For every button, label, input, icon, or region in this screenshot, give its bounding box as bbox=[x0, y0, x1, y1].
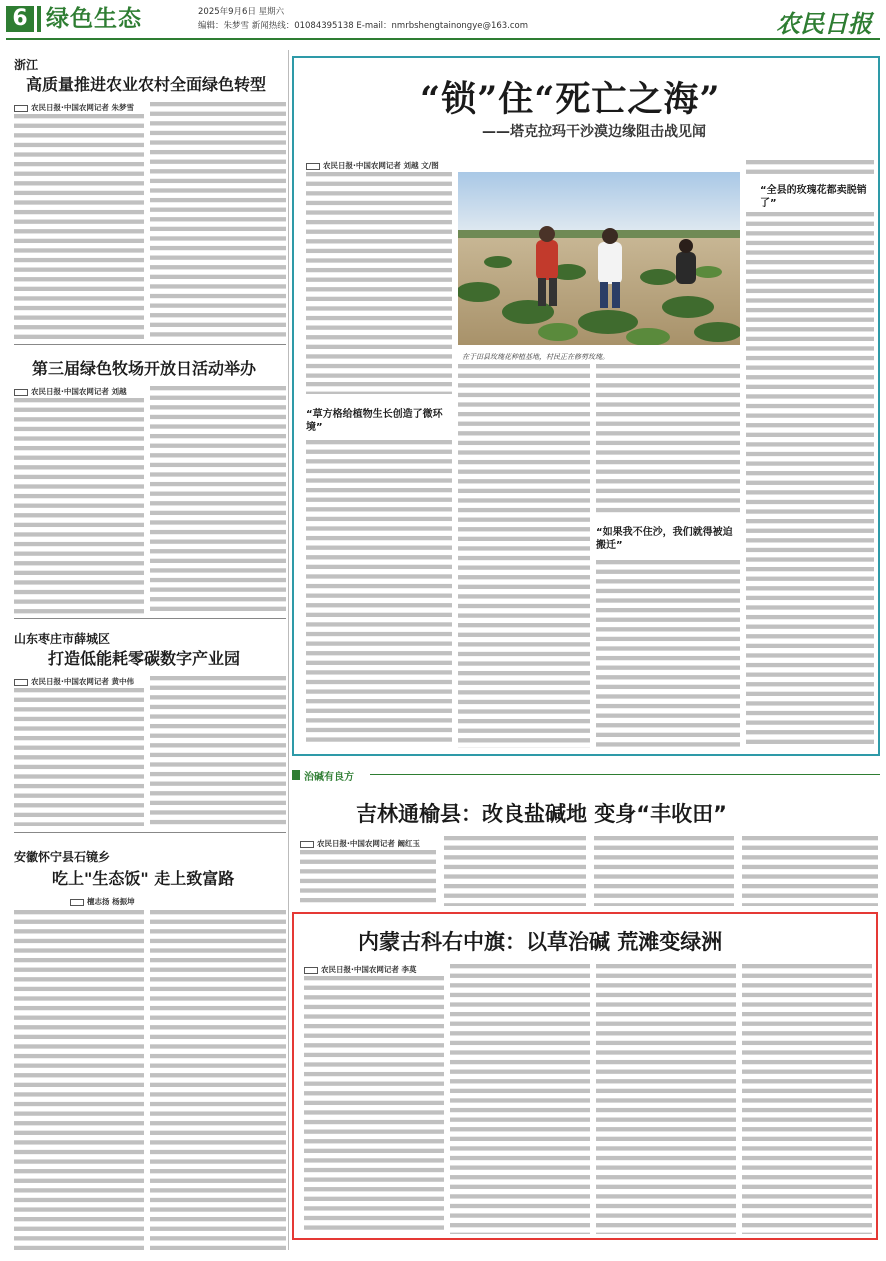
article4-region: 安徽怀宁县石镜乡 bbox=[14, 850, 111, 864]
neimenggu-col1 bbox=[304, 976, 444, 1234]
jilin-byline: 农民日报·中国农网记者 阚红玉 bbox=[300, 838, 420, 849]
article4-byline: 檀志扬 杨振坤 bbox=[70, 896, 135, 907]
article4-col1 bbox=[14, 910, 144, 1250]
jilin-col1 bbox=[300, 850, 436, 906]
feature-col2 bbox=[458, 364, 590, 748]
article1-region: 浙江 bbox=[14, 58, 39, 72]
article4-title: 吃上"生态饭" 走上致富路 bbox=[52, 869, 235, 888]
article3-region: 山东枣庄市薛城区 bbox=[14, 632, 111, 646]
page-number-bar bbox=[37, 6, 41, 32]
section-title: 绿色生态 bbox=[46, 6, 142, 32]
article2-title: 第三届绿色牧场开放日活动举办 bbox=[32, 359, 257, 378]
article3-col2 bbox=[150, 676, 286, 826]
neimenggu-title: 内蒙古科右中旗：以草治碱 荒滩变绿洲 bbox=[358, 930, 723, 954]
article1-col2 bbox=[150, 102, 286, 340]
feature-col3-top bbox=[596, 364, 740, 514]
separator bbox=[14, 344, 286, 345]
jilin-title: 吉林通榆县：改良盐碱地 变身“丰收田” bbox=[356, 802, 727, 826]
feature-title: “锁”住“死亡之海” bbox=[420, 79, 721, 120]
feature-col4-top bbox=[746, 160, 874, 178]
feature-subhead-2: “如果我不住沙，我们就得被迫搬迁” bbox=[596, 527, 733, 551]
feature-subtitle: ——塔克拉玛干沙漠边缘阻击战见闻 bbox=[482, 124, 706, 140]
neimenggu-col2 bbox=[450, 964, 590, 1234]
column-divider bbox=[288, 50, 289, 1250]
feature-subhead-1: “草方格给植物生长创造了微环境” bbox=[306, 409, 443, 433]
page-number: 6 bbox=[6, 6, 34, 32]
feature-byline: 农民日报·中国农网记者 刘越 文/图 bbox=[306, 160, 439, 171]
neimenggu-byline: 农民日报·中国农网记者 李莫 bbox=[304, 964, 416, 975]
editor-line: 编辑：朱梦雪 新闻热线：01084395138 E-mail：nmrbshengtainongye@163.com bbox=[198, 21, 529, 31]
separator bbox=[14, 832, 286, 833]
feature-col4-bottom bbox=[746, 212, 874, 748]
neimenggu-col4 bbox=[742, 964, 872, 1234]
top-rule bbox=[6, 38, 880, 40]
rose-field-photo bbox=[458, 172, 740, 345]
feature-photo bbox=[458, 172, 740, 345]
article2-col2 bbox=[150, 386, 286, 614]
article4-col2 bbox=[150, 910, 286, 1250]
article1-title: 高质量推进农业农村全面绿色转型 bbox=[26, 75, 267, 94]
paper-name-logo: 农民日报 bbox=[776, 9, 872, 38]
tag-marker bbox=[292, 770, 300, 780]
feature-col1-text-a bbox=[306, 382, 452, 394]
photo-caption: 在于田县玫瑰花种植基地，村民正在修剪玫瑰。 bbox=[462, 353, 609, 361]
article3-col1 bbox=[14, 688, 144, 826]
feature-col1-top bbox=[306, 172, 452, 378]
jilin-col4 bbox=[742, 836, 878, 906]
neimenggu-col3 bbox=[596, 964, 736, 1234]
article2-byline: 农民日报·中国农网记者 刘越 bbox=[14, 386, 126, 397]
jilin-col3 bbox=[594, 836, 734, 906]
date-line: 2025年9月6日 星期六 bbox=[198, 7, 285, 17]
article1-col1 bbox=[14, 114, 144, 340]
article3-byline: 农民日报·中国农网记者 黄中伟 bbox=[14, 676, 134, 687]
feature-col3-bottom bbox=[596, 560, 740, 748]
column-tag: 治碱有良方 bbox=[304, 772, 354, 783]
article1-byline: 农民日报·中国农网记者 朱梦雪 bbox=[14, 102, 134, 113]
feature-subhead-3: “全县的玫瑰花都卖脱销了” bbox=[760, 185, 867, 209]
separator bbox=[14, 618, 286, 619]
masthead bbox=[0, 0, 886, 40]
tag-rule bbox=[370, 774, 880, 775]
article3-title: 打造低能耗零碳数字产业园 bbox=[48, 649, 241, 668]
article2-col1 bbox=[14, 398, 144, 614]
jilin-col2 bbox=[444, 836, 586, 906]
feature-col1-bottom bbox=[306, 440, 452, 744]
